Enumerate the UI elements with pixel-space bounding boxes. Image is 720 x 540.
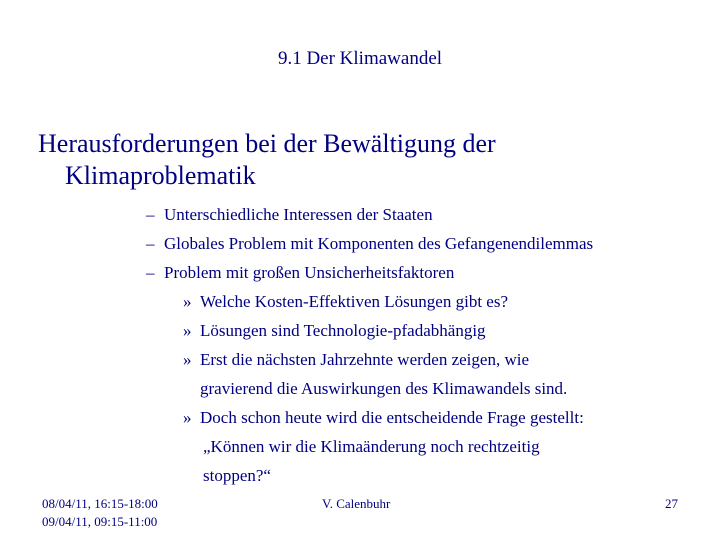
slide-header: 9.1 Der Klimawandel <box>277 48 443 69</box>
guillemet-marker: » <box>183 292 192 311</box>
sub-bullet-text: Welche Kosten-Effektiven Lösungen gibt es? <box>200 292 509 311</box>
sub-bullet-text-continuation: „Können wir die Klimaänderung noch rechtzeitig <box>203 437 540 456</box>
guillemet-marker: » <box>183 350 192 369</box>
footer-date <box>42 495 158 531</box>
footer-author: V. Calenbuhr <box>322 496 391 511</box>
dash-marker: – <box>146 263 155 282</box>
bullet-text: Problem mit großen Unsicherheitsfaktoren <box>164 263 455 282</box>
guillemet-marker: » <box>183 321 192 340</box>
sub-bullet-text: Lösungen sind Technologie-pfadabhängig <box>200 321 486 340</box>
sub-bullet-text: Erst die nächsten Jahrzehnte werden zeigen, wie <box>200 350 529 369</box>
bullet-text: Unterschiedliche Interessen der Staaten <box>164 205 433 224</box>
sub-bullet-text: Doch schon heute wird die entscheidende Frage gestellt: <box>200 408 584 427</box>
dash-marker: – <box>146 205 155 224</box>
bullet-item <box>0 258 720 287</box>
guillemet-marker: » <box>183 408 192 427</box>
footer-date-line-1: 08/04/11, 16:15-18:00 <box>42 496 158 511</box>
sub-bullet-item <box>0 316 720 345</box>
main-heading-line-2: Klimaproblematik <box>65 161 256 190</box>
bullet-item <box>0 229 720 258</box>
sub-bullet-text-continuation: gravierend die Auswirkungen des Klimawandels sind. <box>200 379 568 398</box>
sub-bullet-text-continuation: stoppen?“ <box>203 466 271 485</box>
main-heading <box>38 128 678 192</box>
dash-marker: – <box>146 234 155 253</box>
bullet-list <box>0 200 720 490</box>
sub-bullet-item <box>0 287 720 316</box>
bullet-text: Globales Problem mit Komponenten des Gefangenendilemmas <box>164 234 594 253</box>
page-number: 27 <box>665 496 678 511</box>
sub-bullet-item <box>0 403 720 490</box>
footer-date-line-2: 09/04/11, 09:15-11:00 <box>42 514 158 529</box>
bullet-item <box>0 200 720 229</box>
main-heading-line-1: Herausforderungen bei der Bewältigung der <box>38 129 496 158</box>
sub-bullet-item <box>0 345 720 403</box>
